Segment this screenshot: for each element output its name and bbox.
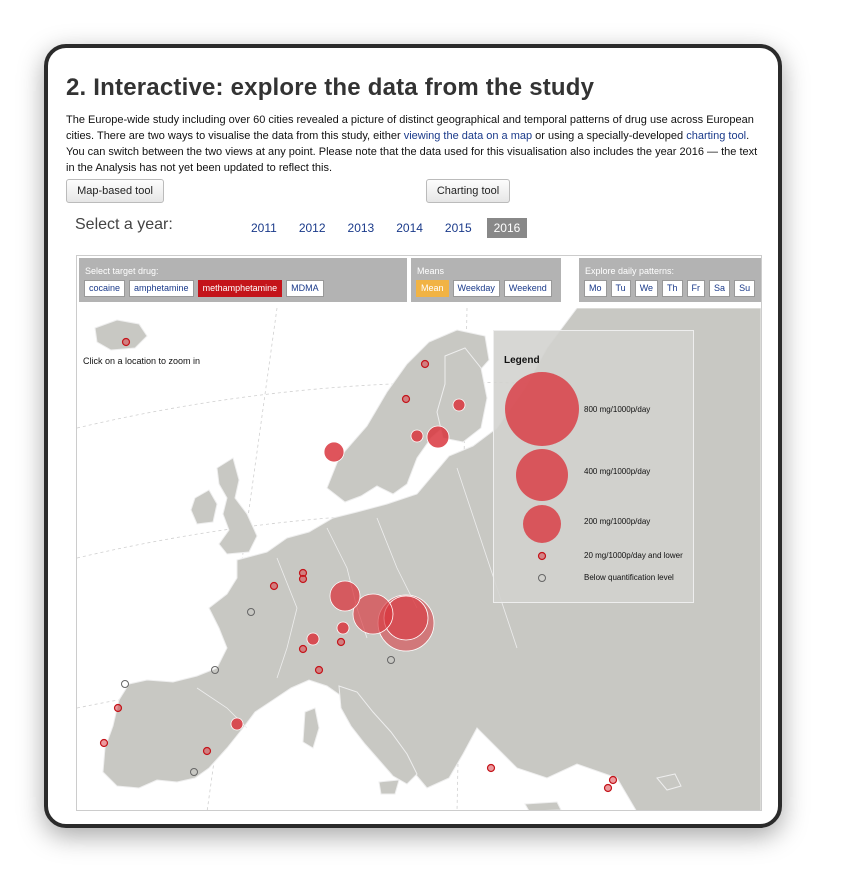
map-view-link[interactable]: viewing the data on a map <box>403 130 533 142</box>
year-2015[interactable]: 2015 <box>444 221 472 235</box>
intro-text-2: or using a specially-developed <box>532 130 687 142</box>
sicily <box>379 780 399 794</box>
legend-label-800: 800 mg/1000p/day <box>584 405 651 414</box>
day-th[interactable]: Th <box>662 280 683 297</box>
bubble-city-innsbruck[interactable] <box>337 622 349 634</box>
chart-tool-button[interactable]: Charting tool <box>426 179 510 203</box>
map-legend <box>493 330 694 603</box>
year-2014[interactable]: 2014 <box>396 221 423 235</box>
legend-bubble-400 <box>516 449 568 501</box>
legend-title: Legend <box>504 355 540 366</box>
means-panel <box>411 258 561 302</box>
marker-athens[interactable] <box>488 765 495 772</box>
year-2012[interactable]: 2012 <box>298 221 326 235</box>
bubble-city-turku[interactable] <box>411 430 423 442</box>
zoom-hint: Click on a location to zoom in <box>83 356 201 366</box>
drug-cocaine[interactable]: cocaine <box>84 280 125 297</box>
marker-limassol[interactable] <box>605 785 612 792</box>
year-selector-label: Select a year: <box>75 216 173 233</box>
drug-amphetamine[interactable]: amphetamine <box>129 280 194 297</box>
map-visualisation <box>76 255 762 811</box>
charting-tool-link[interactable]: charting tool <box>686 130 747 142</box>
drug-selector-title: Select target drug: <box>85 266 159 276</box>
day-we[interactable]: We <box>635 280 658 297</box>
year-selector <box>244 218 535 238</box>
year-2013[interactable]: 2013 <box>347 221 375 235</box>
bubble-city-barcelona[interactable] <box>231 718 243 730</box>
content-card <box>44 44 782 828</box>
marker-reykjavik[interactable] <box>123 339 130 346</box>
map-tool-button[interactable]: Map-based tool <box>66 179 164 203</box>
year-2011[interactable]: 2011 <box>251 221 277 235</box>
bubble-city-zurich[interactable] <box>307 633 319 645</box>
legend-label-400: 400 mg/1000p/day <box>584 467 651 476</box>
day-su[interactable]: Su <box>734 280 755 297</box>
marker-utrecht[interactable] <box>300 576 307 583</box>
drug-selector-panel <box>79 258 407 302</box>
marker-antwerp[interactable] <box>271 583 278 590</box>
legend-marker-20 <box>539 553 546 560</box>
means-title: Means <box>417 266 445 276</box>
marker-nicosia[interactable] <box>610 777 617 784</box>
marker-lisbon[interactable] <box>101 740 108 747</box>
day-sa[interactable]: Sa <box>709 280 730 297</box>
means-weekend[interactable]: Weekend <box>504 280 552 297</box>
marker-bolzano[interactable] <box>338 639 345 646</box>
crete <box>525 802 561 811</box>
drug-mdma[interactable]: MDMA <box>286 280 324 297</box>
marker-porto[interactable] <box>115 705 122 712</box>
legend-label-200: 200 mg/1000p/day <box>584 517 651 526</box>
drug-methamphetamine[interactable]: methamphetamine <box>198 280 283 297</box>
marker-geneva[interactable] <box>300 646 307 653</box>
intro-paragraph <box>66 112 766 176</box>
bubble-city-helsinki[interactable] <box>427 426 449 448</box>
day-tu[interactable]: Tu <box>611 280 631 297</box>
legend-bubble-800 <box>505 372 579 446</box>
marker-umea[interactable] <box>422 361 429 368</box>
marker-sweden[interactable] <box>403 396 410 403</box>
legend-label-below: Below quantification level <box>584 573 674 582</box>
bubble-city-kuopio[interactable] <box>453 399 465 411</box>
daily-patterns-title: Explore daily patterns: <box>585 266 675 276</box>
daily-patterns-panel <box>579 258 761 302</box>
intro-text-3: . You can switch between the two views at any point. Please note that the data used for this visualisation also includes the year 2016 — the text in the Analysis has not yet been updated to reflect this. <box>66 130 758 174</box>
means-mean[interactable]: Mean <box>416 280 449 297</box>
intro-text-1: The Europe-wide study including over 60 cities revealed a picture of distinct geographical and temporal patterns of drug use across European cities. There are two ways to visualise the data from this study, either <box>66 114 754 142</box>
marker-milan[interactable] <box>316 667 323 674</box>
bubble-city-medium-1[interactable] <box>330 581 360 611</box>
legend-bubble-200 <box>523 505 561 543</box>
marker-valencia[interactable] <box>204 748 211 755</box>
means-weekday[interactable]: Weekday <box>453 280 500 297</box>
day-fr[interactable]: Fr <box>687 280 706 297</box>
section-title: 2. Interactive: explore the data from the study <box>66 74 595 101</box>
bubble-city-oslo[interactable] <box>324 442 344 462</box>
day-mo[interactable]: Mo <box>584 280 607 297</box>
year-2016-selected[interactable]: 2016 <box>487 218 528 238</box>
legend-symbols <box>494 331 584 604</box>
legend-marker-below <box>539 575 546 582</box>
legend-label-20: 20 mg/1000p/day and lower <box>584 551 683 560</box>
